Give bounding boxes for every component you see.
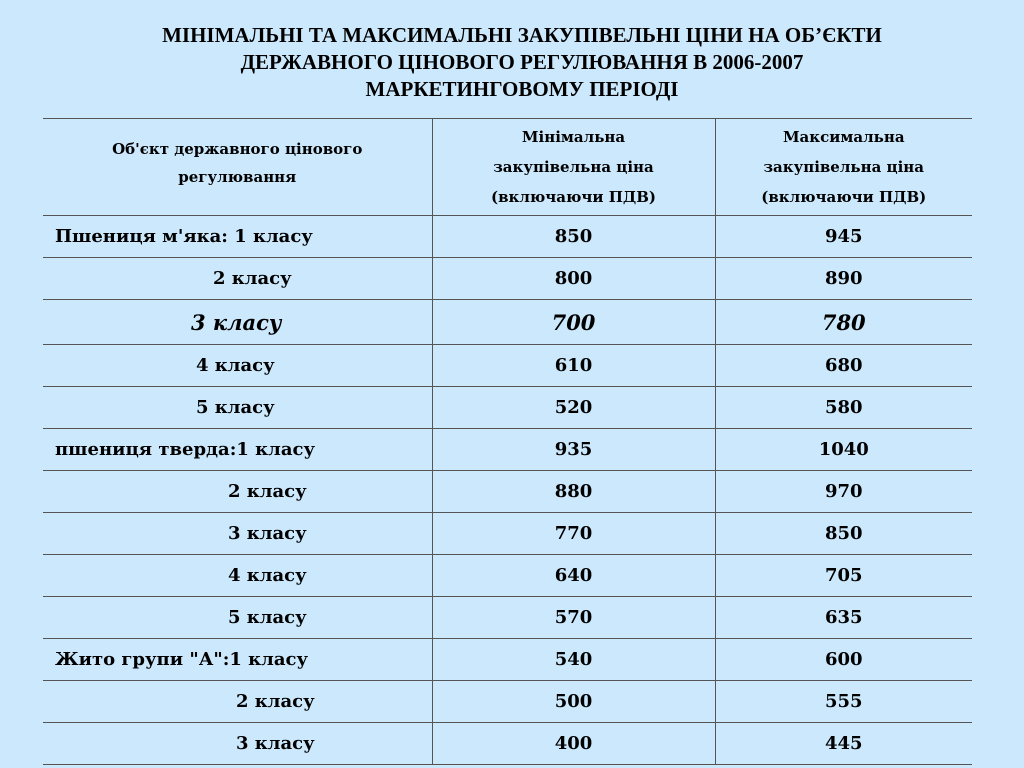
- row-max-price: 600: [715, 639, 972, 681]
- row-min-price: 800: [432, 258, 715, 300]
- table-row: [43, 723, 972, 765]
- row-object: 2 класу: [236, 691, 315, 712]
- row-max-price: 970: [715, 471, 972, 513]
- row-min-price: 610: [432, 345, 715, 387]
- table-row: [43, 513, 972, 555]
- table-row: [43, 429, 972, 471]
- row-max-price: 555: [715, 681, 972, 723]
- row-max-price: 850: [715, 513, 972, 555]
- row-min-price: 570: [432, 597, 715, 639]
- row-object: 2 класу: [213, 268, 292, 289]
- row-object: Жито групи "А":1 класу: [55, 649, 309, 670]
- table-row: [43, 345, 972, 387]
- row-min-price: 770: [432, 513, 715, 555]
- row-object: пшениця тверда:1 класу: [55, 439, 315, 460]
- header-min-price: [432, 119, 715, 216]
- header-object-line: Об'єкт державного цінового: [112, 140, 363, 158]
- row-min-price: 880: [432, 471, 715, 513]
- header-min-line: (включаючи ПДВ): [491, 188, 656, 206]
- row-min-price: 400: [432, 723, 715, 765]
- row-object: 3 класу: [228, 523, 307, 544]
- table-row: [43, 258, 972, 300]
- header-min-line: Мінімальна: [521, 128, 626, 146]
- row-min-price: 935: [432, 429, 715, 471]
- header-min-line: закупівельна ціна: [493, 158, 654, 176]
- row-max-price: 680: [715, 345, 972, 387]
- row-object: Пшениця м'яка: 1 класу: [55, 226, 313, 247]
- table-row: [43, 597, 972, 639]
- header-max-price: [715, 119, 972, 216]
- title-line-1: МІНІМАЛЬНІ ТА МАКСИМАЛЬНІ ЗАКУПІВЕЛЬНІ ЦІНИ НА ОБ’ЄКТИ: [162, 23, 882, 47]
- table-row: [43, 555, 972, 597]
- header-max-line: закупівельна ціна: [763, 158, 925, 176]
- row-max-price: 705: [715, 555, 972, 597]
- table-header-row: [43, 119, 972, 216]
- row-max-price: 580: [715, 387, 972, 429]
- row-object: 5 класу: [228, 607, 307, 628]
- header-object-line: регулювання: [178, 168, 297, 186]
- row-min-price: 850: [432, 216, 715, 258]
- row-min-price: 640: [432, 555, 715, 597]
- row-max-price: 445: [715, 723, 972, 765]
- row-max-price: 1040: [715, 429, 972, 471]
- row-object: 4 класу: [196, 355, 275, 376]
- row-object: 4 класу: [228, 565, 307, 586]
- row-max-price: 780: [715, 300, 972, 345]
- page-title: [100, 22, 944, 103]
- title-line-3: МАРКЕТИНГОВОМУ ПЕРІОДІ: [365, 77, 679, 101]
- header-max-line: Максимальна: [782, 128, 905, 146]
- table-row: [43, 387, 972, 429]
- row-object: 5 класу: [196, 397, 275, 418]
- price-table: [43, 118, 972, 765]
- table-row: [43, 300, 972, 345]
- header-object: [43, 119, 432, 216]
- row-max-price: 890: [715, 258, 972, 300]
- table-row: [43, 681, 972, 723]
- row-min-price: 540: [432, 639, 715, 681]
- table-row: [43, 216, 972, 258]
- row-max-price: 635: [715, 597, 972, 639]
- row-min-price: 520: [432, 387, 715, 429]
- row-min-price: 700: [432, 300, 715, 345]
- table-row: [43, 471, 972, 513]
- row-object: 3 класу: [191, 309, 282, 335]
- row-object: 3 класу: [236, 733, 315, 754]
- row-object: 2 класу: [228, 481, 307, 502]
- row-min-price: 500: [432, 681, 715, 723]
- row-max-price: 945: [715, 216, 972, 258]
- table-row: [43, 639, 972, 681]
- title-line-2: ДЕРЖАВНОГО ЦІНОВОГО РЕГУЛЮВАННЯ В 2006-2007: [240, 50, 804, 74]
- header-max-line: (включаючи ПДВ): [761, 188, 927, 206]
